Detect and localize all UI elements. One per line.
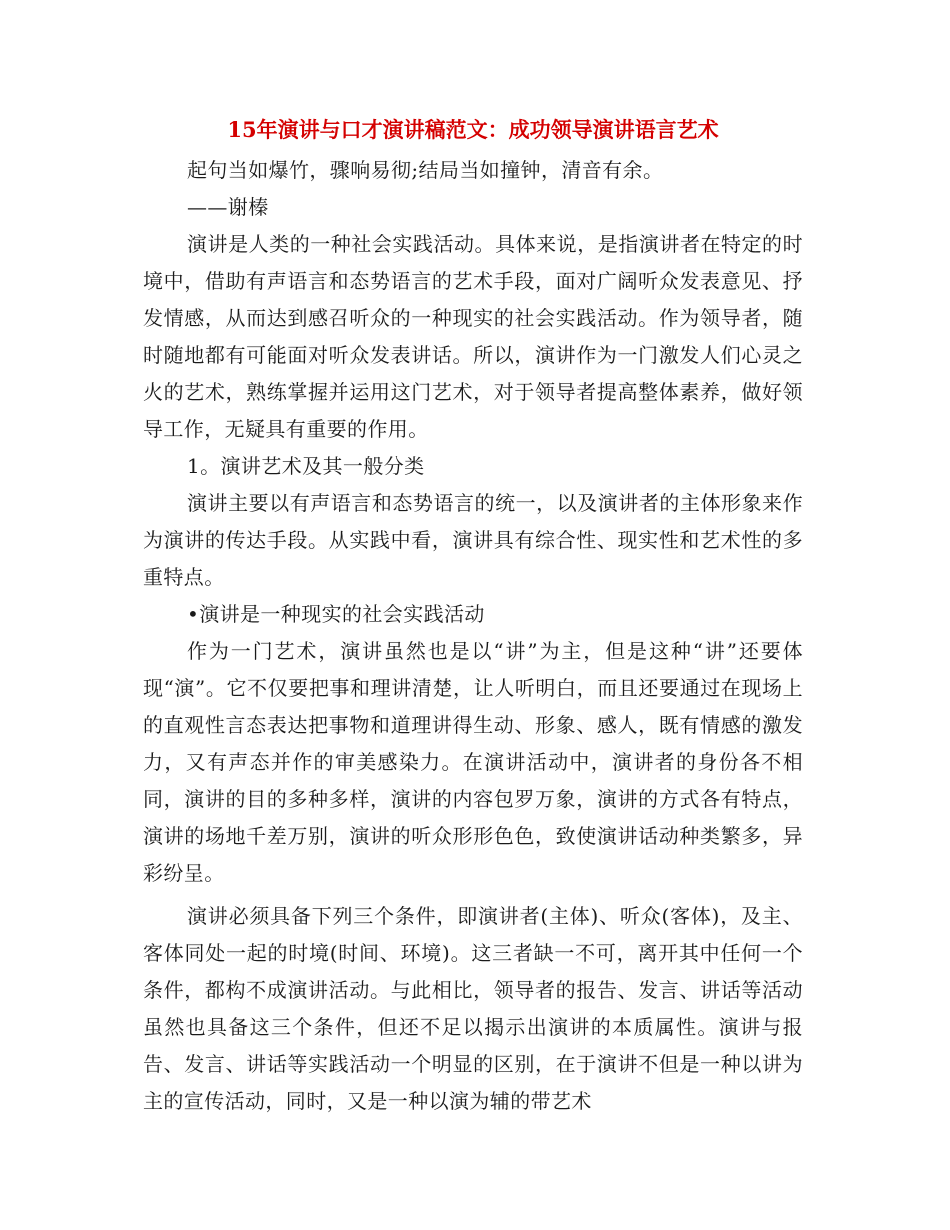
paragraph-means: 演讲主要以有声语言和态势语言的统一，以及演讲者的主体形象来作为演讲的传达手段。从实践中看，演讲具有综合性、现实性和艺术性的多重特点。	[143, 491, 803, 589]
document-title: 15年演讲与口才演讲稿范文：成功领导演讲语言艺术	[227, 117, 719, 142]
paragraph-art: 作为一门艺术，演讲虽然也是以“讲”为主，但是这种“讲”还要体现“演”。它不仅要把事和理讲清楚，让人听明白，而且还要通过在现场上的直观性言态表达把事物和道理讲得生动、形象、感人，既有情感的激发力，又有声态并作的审美感染力。在演讲活动中，演讲者的身份各不相同，演讲的目的多种多样，演讲的内容包罗万象，演讲的方式各有特点，演讲的场地千差万别，演讲的听众形形色色，致使演讲话动种类繁多，异彩纷呈。	[143, 639, 803, 885]
document-page	[143, 110, 803, 1120]
epigraph-author: ——谢榛	[187, 195, 269, 219]
paragraph-conditions: 演讲必须具备下列三个条件，即演讲者(主体)、听众(客体)，及主、客体同处一起的时境(时间、环境)。这三者缺一不可，离开其中任何一个条件，都构不成演讲活动。与此相比，领导者的报告、发言、讲话等活动虽然也具备这三个条件，但还不足以揭示出演讲的本质属性。演讲与报告、发言、讲话等实践活动一个明显的区别，在于演讲不但是一种以讲为主的宣传活动，同时，又是一种以演为辅的带艺术	[143, 904, 803, 1113]
paragraph-intro: 演讲是人类的一种社会实践活动。具体来说，是指演讲者在特定的时境中，借助有声语言和态势语言的艺术手段，面对广阔听众发表意见、抒发情感，从而达到感召听众的一种现实的社会实践活动。作为领导者，随时随地都有可能面对听众发表讲话。所以，演讲作为一门激发人们心灵之火的艺术，熟练掌握并运用这门艺术，对于领导者提高整体素养，做好领导工作，无疑具有重要的作用。	[143, 232, 803, 441]
bullet-heading: •演讲是一种现实的社会实践活动	[187, 602, 485, 626]
epigraph: 起句当如爆竹，骤响易彻;结局当如撞钟，清音有余。	[187, 158, 664, 182]
section-heading: 1。演讲艺术及其一般分类	[187, 454, 425, 478]
